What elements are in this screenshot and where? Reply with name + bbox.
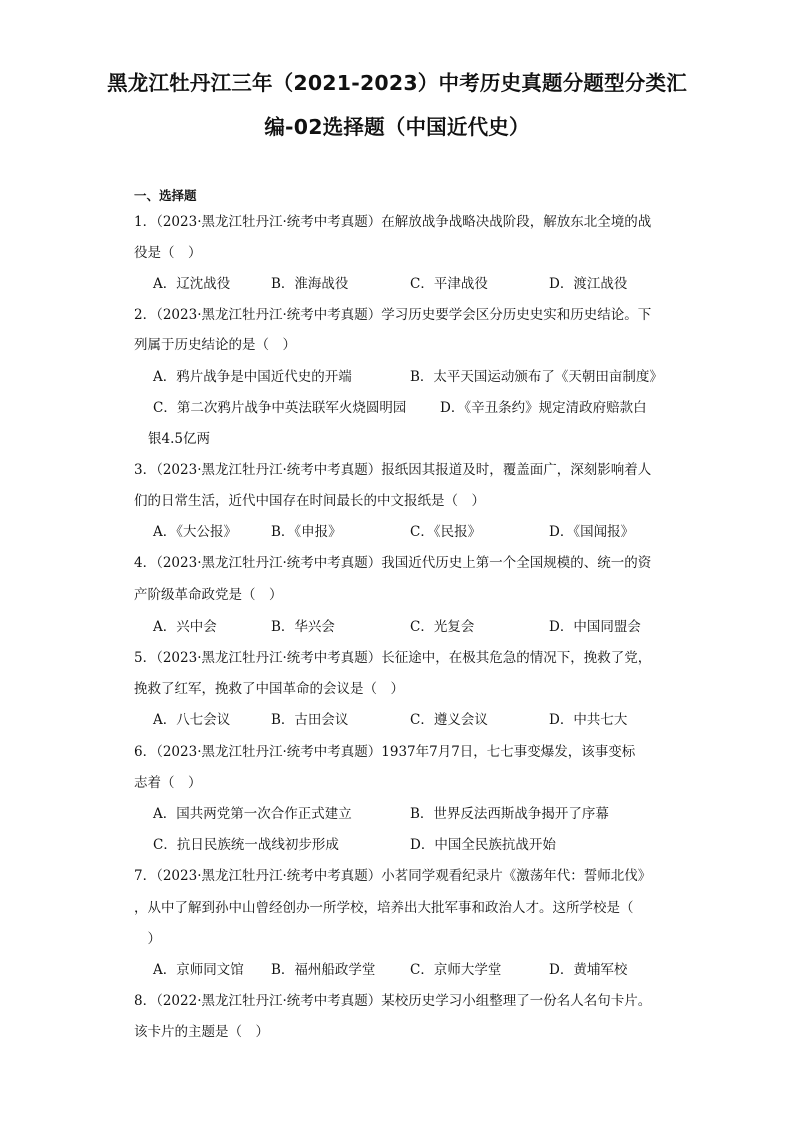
question-2-option-a: A．鸦片战争是中国近代史的开端 [153, 369, 352, 385]
question-2-option-c: C．第二次鸦片战争中英法联军火烧圆明园 [153, 400, 407, 416]
question-5-option-b: B．古田会议 [271, 712, 349, 728]
question-6-stem-line-1: 6．（2023·黑龙江牡丹江·统考中考真题）1937年7月7日，七七事变爆发，该事变标 [134, 744, 636, 760]
question-6-option-c: C．抗日民族统一战线初步形成 [153, 837, 339, 853]
question-6-option-b: B．世界反法西斯战争揭开了序幕 [410, 806, 609, 822]
question-1-option-a: A．辽沈战役 [153, 276, 231, 292]
question-7-stem-line-3: ） [134, 931, 161, 947]
question-1-stem-line-1: 1．（2023·黑龙江牡丹江·统考中考真题）在解放战争战略决战阶段，解放东北全境的战 [134, 214, 652, 230]
question-3-option-d: D．《国闻报》 [549, 524, 635, 540]
question-3-option-a: A．《大公报》 [153, 524, 237, 540]
question-2-stem-line-2: 列属于历史结论的是（ ） [134, 337, 296, 353]
question-2-option-d-continued: 银4.5亿两 [148, 431, 210, 447]
question-5-option-c: C．遵义会议 [410, 712, 488, 728]
question-7-option-d: D．黄埔军校 [549, 962, 628, 978]
question-5-stem-line-1: 5．（2023·黑龙江牡丹江·统考中考真题）长征途中，在极其危急的情况下，挽救了党， [134, 650, 652, 666]
document-title-line-1: 黑龙江牡丹江三年（2021-2023）中考历史真题分题型分类汇 [107, 71, 687, 95]
question-3-stem-line-2: 们的日常生活，近代中国存在时间最长的中文报纸是（ ） [134, 493, 485, 509]
question-6-stem-line-2: 志着（ ） [134, 775, 202, 791]
question-1-option-c: C．平津战役 [410, 276, 488, 292]
question-4-option-b: B．华兴会 [271, 619, 335, 635]
question-3-stem-line-1: 3．（2023·黑龙江牡丹江·统考中考真题）报纸因其报道及时，覆盖面广，深刻影响着人 [134, 462, 652, 478]
question-4-stem-line-2: 产阶级革命政党是（ ） [134, 587, 283, 603]
question-1-stem-line-2: 役是（ ） [134, 245, 202, 261]
question-4-stem-line-1: 4．（2023·黑龙江牡丹江·统考中考真题）我国近代历史上第一个全国规模的、统一的资 [134, 555, 652, 571]
question-7-stem-line-2: ，从中了解到孙中山曾经创办一所学校，培养出大批军事和政治人才。这所学校是（ [134, 900, 634, 916]
question-7-stem-line-1: 7．（2023·黑龙江牡丹江·统考中考真题）小茗同学观看纪录片《激荡年代：誓师北伐》 [134, 868, 652, 884]
question-1-option-d: D．渡江战役 [549, 276, 628, 292]
question-5-stem-line-2: 挽救了红军，挽救了中国革命的会议是（ ） [134, 681, 404, 697]
question-4-option-d: D．中国同盟会 [549, 619, 641, 635]
question-1-option-b: B．淮海战役 [271, 276, 349, 292]
question-2-option-d: D．《辛丑条约》规定清政府赔款白 [440, 400, 647, 416]
question-3-option-b: B．《申报》 [271, 524, 342, 540]
question-8-stem-line-1: 8．（2022·黑龙江牡丹江·统考中考真题）某校历史学习小组整理了一份名人名句卡片。 [134, 993, 652, 1009]
question-4-option-a: A．兴中会 [153, 619, 217, 635]
question-5-option-d: D．中共七大 [549, 712, 628, 728]
document-title-line-2: 编-02选择题（中国近代史） [264, 115, 530, 139]
question-7-option-c: C．京师大学堂 [410, 962, 502, 978]
question-6-option-a: A．国共两党第一次合作正式建立 [153, 806, 352, 822]
question-2-option-b: B．太平天国运动颁布了《天朝田亩制度》 [410, 369, 663, 385]
question-3-option-c: C．《民报》 [410, 524, 482, 540]
question-2-stem-line-1: 2．（2023·黑龙江牡丹江·统考中考真题）学习历史要学会区分历史史实和历史结论。下 [134, 307, 652, 323]
question-4-option-c: C．光复会 [410, 619, 475, 635]
question-7-option-a: A．京师同文馆 [153, 962, 244, 978]
question-7-option-b: B．福州船政学堂 [271, 962, 376, 978]
question-6-option-d: D．中国全民族抗战开始 [410, 837, 556, 853]
question-5-option-a: A．八七会议 [153, 712, 231, 728]
question-8-stem-line-2: 该卡片的主题是（ ） [134, 1024, 269, 1040]
section-heading: 一、选择题 [134, 188, 197, 203]
